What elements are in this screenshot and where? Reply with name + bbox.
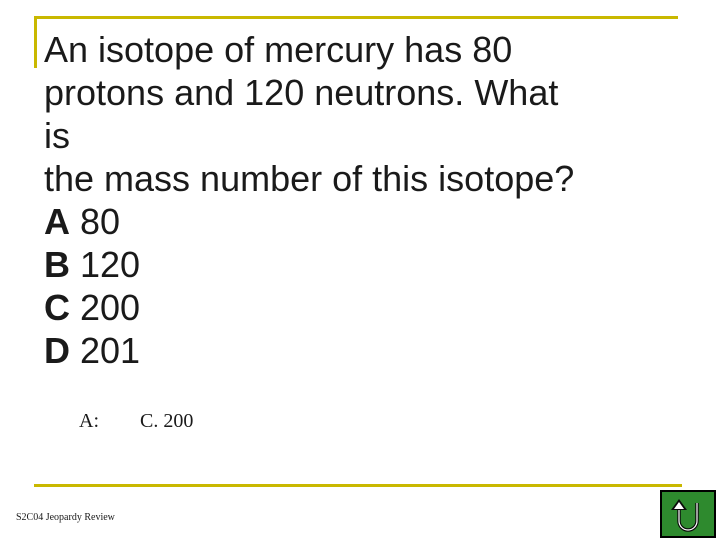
footer-label: S2C04 Jeopardy Review (16, 512, 115, 523)
option-a (44, 200, 684, 243)
bottom-rule (34, 484, 682, 487)
left-rule (34, 16, 37, 68)
answer-prefix: A: (79, 410, 99, 432)
option-text: 120 (80, 244, 141, 285)
option-letter: B (44, 244, 70, 285)
u-turn-arrow-icon (668, 495, 708, 533)
option-d (44, 329, 684, 372)
question-block (44, 28, 684, 372)
question-line: is (44, 115, 70, 156)
top-rule (34, 16, 678, 19)
answer-text: C. 200 (140, 410, 194, 432)
option-letter: A (44, 201, 70, 242)
option-b (44, 243, 684, 286)
question-line: protons and 120 neutrons. What (44, 72, 559, 113)
option-letter: D (44, 330, 70, 371)
return-button[interactable] (660, 490, 716, 538)
option-text: 201 (80, 330, 141, 371)
question-line: An isotope of mercury has 80 (44, 29, 513, 70)
question-line: the mass number of this isotope? (44, 158, 575, 199)
option-letter: C (44, 287, 70, 328)
option-text: 200 (80, 287, 141, 328)
option-text: 80 (80, 201, 121, 242)
option-c (44, 286, 684, 329)
